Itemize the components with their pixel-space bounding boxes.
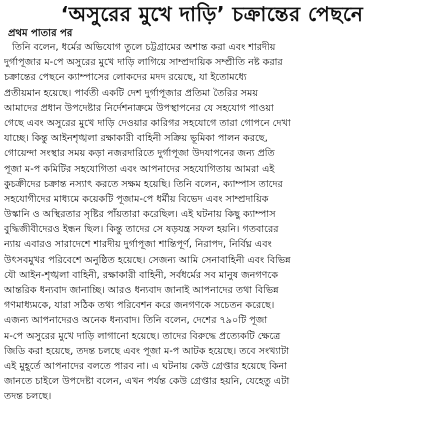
- body-line: আমাদের প্রধান উপদেষ্টার নির্দেশনাক্রমে উপস্থাপনের যে সহযোগ পাওয়া: [4, 102, 274, 114]
- body-line: বুদ্ধিজীবীদেরও ইন্ধন ছিল। কিন্তু তাদের সে ষড়যন্ত্র সফল হয়নি। গতবারের: [4, 224, 279, 236]
- body-line: গেছে এবং অসুরের মুখে দাড়ি দেওয়ার কারিগর সহযোগে তারা গোপনে দেখা: [4, 117, 291, 129]
- body-line: পূজা ম-প কমিটির সহযোগিতা এবং আপনাদের সহযোগিতায় আমরা এই: [4, 163, 275, 175]
- body-line: ন্যায় এবারও সারাদেশে শারদীয় দুর্গাপূজা শান্তিপূর্ণ, নিরাপদ, নির্বিঘ্ন এবং: [4, 239, 272, 251]
- body-line: এই মুহূর্তে আপনাদের বলতে পারব না। এ ঘটনায় কেউ গ্রেপ্তার হয়েছে কিনা: [4, 360, 287, 372]
- headline: ‘অসুরের মুখে দাড়ি’ চক্রান্তের পেছনে: [60, 2, 364, 26]
- body-line: উৎসবমুখর পরিবেশে অনুষ্ঠিত হয়েছে। সেজন্য আমি সেনাবাহিনী এবং বিভিন্ন: [4, 254, 291, 266]
- body-line: কুচক্রীদের চক্রান্ত নস্যাৎ করতে সক্ষম হয়েছি। তিনি বলেন, ক্যাম্পাস তাদের: [4, 178, 283, 190]
- body-line: ম-পে অসুরের মুখে দাড়ি লাগানো হয়েছে। তাদের বিরুদ্ধে প্রত্যেকটি ক্ষেত্রে: [4, 330, 281, 342]
- body-line: যৌ আইন-শৃঙ্খলা বাহিনী, রক্ষাকারী বাহিনী, সর্বধর্মের সব মানুষ জনগণকে: [4, 269, 279, 281]
- body-line: আন্তরিক ধন্যবাদ জানাচ্ছি। আরও ধন্যবাদ জানাই আপনাদের তথা বিভিন্ন: [4, 285, 279, 296]
- body-line: প্রতীয়মান হয়েছে। পার্বতী একটি দেশ দুর্গাপূজার প্রতিমা তৈরির সময়: [4, 87, 258, 99]
- body-line: তদন্ত চলছে।: [4, 391, 52, 403]
- body-line: চক্রান্তের পেছনে ক্যাম্পাসের লোকদের মদদ রয়েছে, যা ইতোমধ্যে: [4, 72, 247, 84]
- body-line: উস্কানি ও অস্থিরতার সৃষ্টির পাঁয়তারা করেছিল। এই ঘটনায় কিছু ক্যাম্পাস: [4, 209, 276, 221]
- article-body: [4, 40, 420, 405]
- body-line: গোয়েন্দা সংস্থার সময় কড়া নজরদারিতে দুর্গাপূজা উদযাপনের জন্য প্রতি: [4, 148, 275, 160]
- body-line: সহযোগীদের মাধ্যমে কয়েকটি পূজাম-পে ধর্মীয় বিভেদ এবং সাম্প্রদায়িক: [4, 193, 269, 205]
- body-line: এজন্য আপনাদেরও অনেক ধন্যবাদ। তিনি বলেন, দেশের ৭৯০টি পূজা: [4, 315, 268, 327]
- body-line: তিনি বলেন, ধর্মের অভিযোগ তুলে চট্টগ্রামের অশান্ত করা এবং শারদীয়: [12, 42, 276, 53]
- body-line: গণমাধ্যমকে, যারা সঠিক তথ্য পরিবেশন করে জনগণকে সচেতন করেছে।: [4, 300, 275, 312]
- body-line: জিডি করা হয়েছে, তদন্ত চলছে এবং পূজা ম-প আটক হয়েছে। তবে সংখ্যাটা: [4, 345, 290, 357]
- body-line: যাচ্ছে। কিন্তু আইনশৃঙ্খলা রক্ষাকারী বাহিনী সক্রিয় ভূমিকা পালন করছে,: [4, 133, 268, 145]
- continued-from-front-page-label: প্রথম পাতার পর: [8, 28, 73, 39]
- body-line: জানতে চাইলে উপদেষ্টা বলেন, এখন পর্যন্ত কেউ গ্রেপ্তার হয়নি, যেহেতু এটা: [4, 376, 290, 388]
- body-line: দুর্গাপূজার ম-পে অসুরের মুখে দাড়ি লাগিয়ে সাম্প্রদায়িক সম্প্রীতি নষ্ট করার: [4, 57, 283, 69]
